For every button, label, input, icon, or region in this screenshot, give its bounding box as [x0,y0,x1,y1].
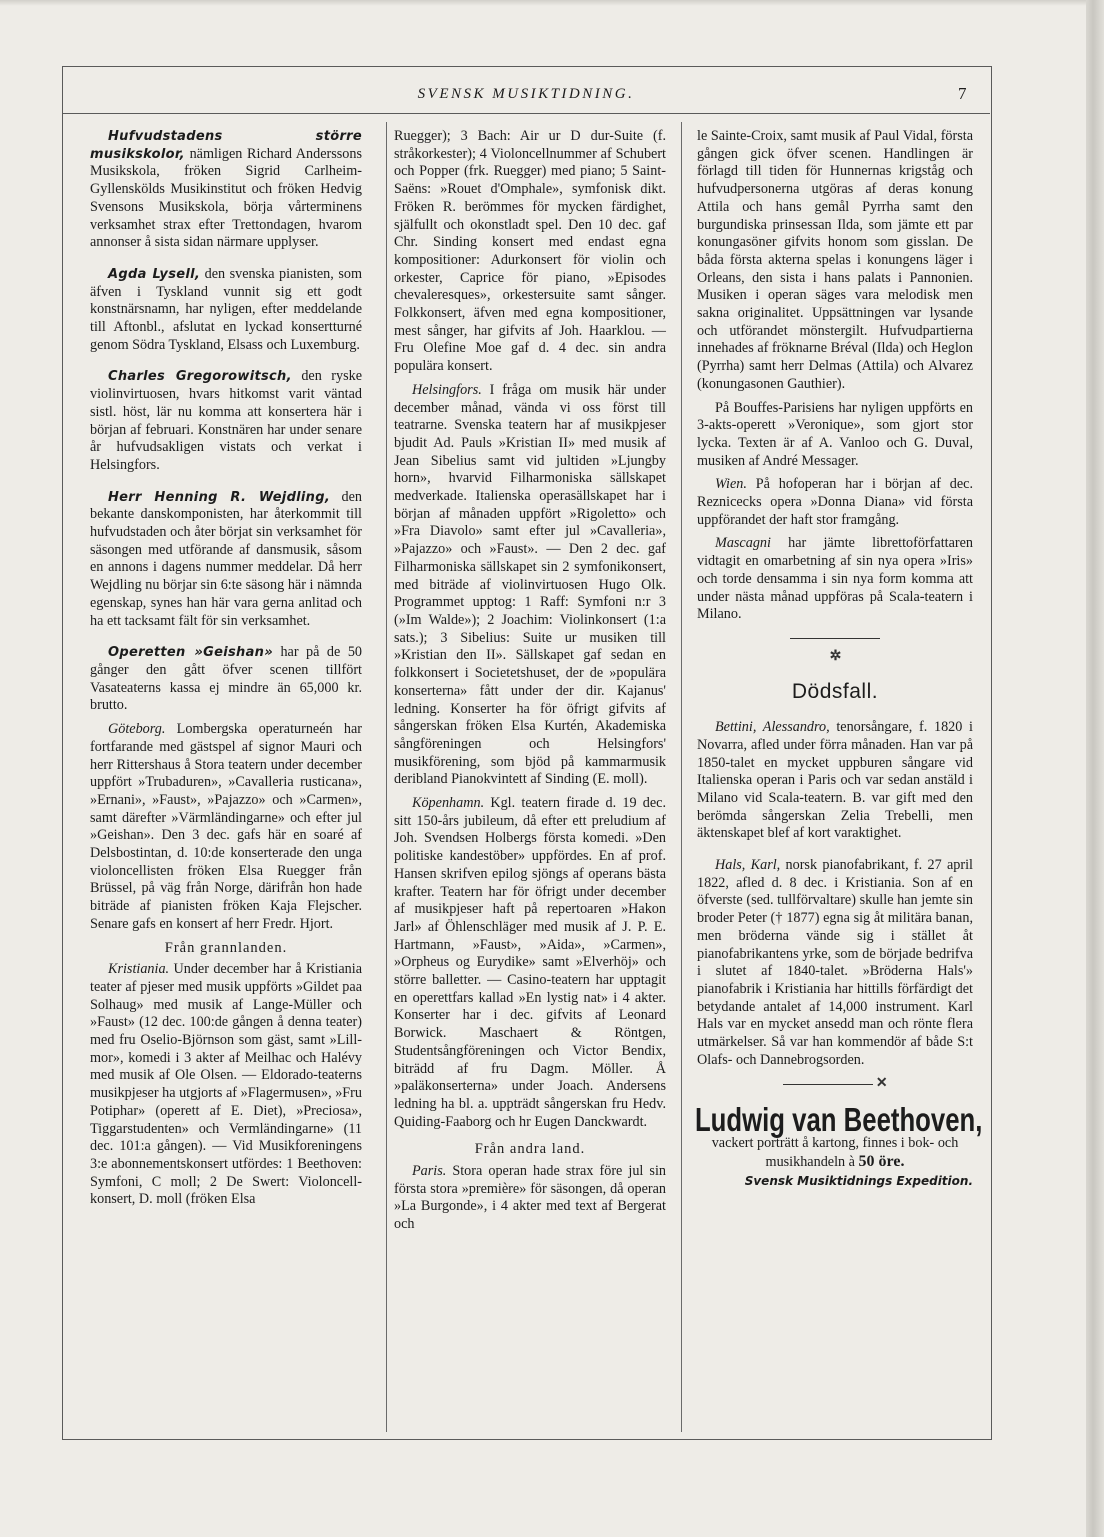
heading-dodsfall: Dödsfall. [791,680,879,704]
text-agda-lysell: den svenska pianisten, som äfven i Tyskland vunnit sig ett godt konstnärsnamn, har nyligen, efter meddelande till Aftonbl., afslutat en lyckad konsertturné genom Södra Tyskland, Elsass och Luxemburg. [90,265,362,353]
ornament-divider-1 [697,630,973,665]
column-3 [694,128,983,1191]
article-paris-cont [697,128,973,394]
running-title: SVENSK MUSIKTIDNING. [417,86,635,102]
text-paris-cont: le Sainte-Croix, samt musik af Paul Vidal, första gången gick öfver scenen. Handlingen är förlagd till tiden för Hunnernas krigståg och hufvudpersonerna utgöras af deras konung Attila och hans gemål Pyrrha samt den burgundiska prinsessan Ilda, som jämte ett par konungasöner gifvits honom som gisslan. De båda första akterna spelas i konungens läger i Orleans, den sista i hans palats i Pannonien. Musiken i operan säges vara melodisk men sakna originalitet. Uppsättningen var lysande och utförandet mönstergilt. Hufvudpartierna innehades af fröknarne Bréval (Ilda) och Heglon (Pyrrha) samt herr Delmas (Attila) och Alvarez (konungasonen Gauthier). [697,128,973,392]
text-bouffes-parisiens: På Bouffes-Parisiens har nyligen uppförts en 3-akts-operett »Veronique», som gjort stor lycka. Texten är af A. Vanloo och G. Duval, musiken af André Messager. [697,399,973,469]
ad-price: 50 öre. [858,1152,905,1170]
article-music-schools [90,128,362,252]
text-wejdling: den bekante danskomponisten, har återkommit till hufvudstaden och åter börjat sin verksamhet för säsongen med utförande af dansmusik, såsom en annons i dagens nummer meddelar. Då herr Wejdling nu börjar sin 6:te säsong här i nämnda egenskap, synes han här vara gerna anlitad och ha ett tacksamt fält för sin verksamhet. [90,488,362,629]
lead-music-schools: Hufvudstadens större musikskolor, [90,129,362,162]
article-kristiania-cont [394,128,666,376]
name-bettini: Bettini, Alessandro, [715,719,830,736]
place-kristiania: Kristiania. [108,961,170,978]
page-top-edge [0,0,1104,6]
text-music-schools: nämligen Richard Anderssons Musikskola, fröken Sigrid Carlheim-Gyllenskölds Musikinstitut och fröken Hedvig Svensons Musikskola, börja vårterminens verksamhet strax efter Trettondagen, hvarom annonser å sista sidan närmare upplyser. [90,145,362,251]
name-hals: Hals, Karl, [715,857,781,874]
text-helsingfors: I fråga om musik här under december månad, vända vi oss först till teatrarne. Svenska teatern har af musikpjeser bjudit Ad. Pauls »Kristian II» med musik af Jean Sibelius samt vid jultiden »Ljungby horn», hvarvid Filharmoniska sällskapet medverkade. Italienska operasällskapet har i början af månaden uppfört »Rigoletto» och »Fra Diavolo» samt efter jul »Cavalleria», »Pajazzo» och »Faust». — Den 2 dec. gaf Filharmoniska sällskapet sin 2 symfonikonsert, med biträde af violinvirtuosen Hugo Olk. Programmet upptog: 1 Raff: Symfoni n:r 3 (»Im Walde»); 2 Joachim: Violinkonsert (1:a sats.); 3 Sibelius: Suite ur musiken till »Kristian den II». Sällskapet gaf sedan en folkkonsert i Societetshuset, der de »populära konserterna» fått under der dir. Kajanus' ledning. Konserter ha för öfrigt gifvits af sångerskan fröken Elsa Kurtén, Akademiska sångföreningen och Helsingfors' musikförening, som bjöd på kammarmusik deribland Pianokvintett af Sinding (E. moll). [394,381,666,788]
page-number: 7 [958,84,967,103]
place-kopenhamn: Köpenhamn. [412,795,485,812]
article-wejdling [90,489,362,631]
place-goteborg: Göteborg. [108,721,166,738]
article-helsingfors [394,382,666,789]
article-bouffes-parisiens [697,400,973,471]
text-gregorowitsch: den ryske violinvirtuosen, hvars hitkomst varit väntad sistl. höst, lär nu komma att konsertera här i början af februari. Konstnären har under senare år hufvudsakligen vistats och verkat i Helsingfors. [90,368,362,473]
place-paris: Paris. [412,1163,447,1180]
ornament-divider-2 [697,1075,973,1093]
lead-wejdling: Herr Henning R. Wejdling, [108,489,331,505]
column-rule-1 [386,122,387,1432]
ornament-cross-icon: ✕ [875,1076,887,1092]
obituary-bettini [697,719,973,843]
page-right-edge [1086,0,1104,1537]
ad-title-beethoven: Ludwig van Beethoven, [694,1101,983,1139]
ad-body [697,1135,973,1171]
lead-geishan: »Geishan» [185,645,273,661]
text-hals: norsk pianofabrikant, f. 27 april 1822, afled d. 8 dec. i Kristiania. Son af en öfverste (sed. tullförvaltare) skulle han jemte sin broder Peter († 1877) egna sig åt militära banan, men bröderna vände sig i stället åt pianofabrikantens yrke, som de började bedrifva i slutet af 1840-talet. »Bröderna Hals'» pianofabrik i Kristiania har hittills förfärdigt det betydande antalet af 14,000 instrument. Karl Hals var en mycket ansedd man och rönte flera utmärkelser. Så var han kommendör af både S:t Olafs- och Dannebrogsorden. [697,857,973,1068]
ad-signature: Svensk Musiktidnings Expedition. [744,1174,973,1189]
subheading-fran-grannlanden: Från grannlanden. [164,939,288,956]
lead-operetten: Operetten [108,645,186,661]
text-paris: Stora operan hade strax före jul sin första stora »première» för säsongen, då operan »La Burgonde», i 4 akter med text af Bergerat och [394,1163,666,1233]
subheading-fran-andra-land: Från andra land. [474,1141,586,1158]
column-2 [394,128,666,1240]
ornament-star-icon: ✲ [829,648,841,664]
text-kristiania-cont: Ruegger); 3 Bach: Air ur D dur-Suite (f. stråkorkester); 4 Violoncellnummer af Schubert och Popper (frk. Ruegger) med piano; 5 Saint-Saëns: »Rouet d'Omphale», symfonisk dikt. Fröken R. berömmes för mycken färdighet, själfullt och okonstladt spel. Den 10 dec. gaf Chr. Sinding konsert med endast egna kompositioner: Adurkonsert för violin och orkester, Caprice för piano, »Episodes chevaleresques», orkestersuite samt sånger. Folkkonsert, äfven med egna kompositioner, mest sånger, har gifvits af Joh. Haarklou. — Fru Olefine Moe gaf d. 4 dec. sin andra populära konsert. [394,128,666,375]
place-mascagni: Mascagni [715,535,771,552]
column-rule-2 [681,122,682,1432]
text-bettini: tenorsångare, f. 1820 i Novarra, afled under förra månaden. Han var på 1850-talet en mycket uppburen sångare vid Italienska operan i Paris och var sedan anstäld i Milano vid Scala-teatern. B. var gift med den berömda sångerskan Zelia Trebelli, men äktenskapet blef af kort varaktighet. [697,719,973,842]
obituary-hals [697,857,973,1069]
ad-body-text: vackert porträtt å kartong, finnes i bok- och musikhandeln à [711,1134,959,1170]
text-wien: På hofoperan har i början af dec. Reznicecks opera »Donna Diana» vid första uppförandet der haft stor framgång. [697,476,973,528]
article-kristiania [90,961,362,1209]
text-goteborg: Lombergska operaturneén har fortfarande med gästspel af signor Mauri och herr Rittershaus å Stora teatern under december uppfört »Trubaduren», »Cavalleria rusticana», »Ernani», »Faust», »Pajazzo» och »Carmen», samt därefter »Värmländingarne» och efter jul »Geishan». Den 3 dec. gafs här en soaré af Delsbostintan, d. 10:de konserterade den unga violoncellisten fröken Elsa Ruegger från Brüssel, på väg från Norge, därifrån hon hade biträde af pianisten fröken Kaja Flejscher. Senare gafs en konsert af herr Fredr. Hjort. [90,721,362,932]
column-1 [90,128,362,1215]
text-geishan: har på de 50 gånger den gått öfver scenen tillfört Vasateaterns kassa ej mindre än 65,000 kr. brutto. [90,644,363,714]
text-kristiania: Under december har å Kristiania teater af pjeser med musik uppförts »Gildet paa Solhaug» med musik af Lange-Müller och »Faust» (12 dec. 100:de gången å denna teater) med fru Oselio-Björnson som gäst, samt »Lill-mor», komedi i 3 akter af Meilhac och Halévy med musik af Ole Olsen. — Eldorado-teaterns musikpjeser ha utgjorts af »Flagermusen», »Fru Potiphar» (operett af E. Diet), »Preciosa», Tiggarstudenten» och Vermländingarne» (11 dec. 101:a gången). — Vid Musikforeningens 3:e abonnementskonsert utfördes: 1 Beethoven: Symfoni, C moll; 2 De Swert: Violoncell-konsert, D. moll (fröken Elsa [90,961,362,1208]
article-goteborg [90,721,362,933]
article-mascagni [697,535,973,624]
lead-agda-lysell: Agda Lysell, [108,266,201,282]
place-helsingfors: Helsingfors. [412,381,482,398]
article-wien [697,476,973,529]
lead-gregorowitsch: Charles Gregorowitsch, [108,369,292,385]
article-gregorowitsch [90,368,362,474]
article-paris [394,1163,666,1234]
text-kopenhamn: Kgl. teatern firade d. 19 dec. sitt 150-års jubileum, då efter ett preludium af Joh. Svendsen Holbergs första komedi. »Den politiske kandestöber» uppfördes. En af prof. Hansen skrifven epilog sjöngs af operans bästa krafter. Teatern har för öfrigt under december af musikpjeser haft på repertoaren »Hakon Jarl» af Öhlenschläger med musik af J. P. E. Hartmann, »Faust», »Aida», »Carmen», »Orpheus og Eurydike» samt »Elverhöj» och större balletter. — Casino-teatern har upptagit en operettfars kallad »En lystig nat» i 4 akter. Konserter har i dec. gifvits af Leonard Borwick. Maschaert & Röntgen, Studentsångföreningen och Victor Bendix, biträdd af fru Dagm. Möller. Å »paläkonserterna» under Joach. Andersens ledning ha bl. a. uppträdt sångerskan fru Hedv. Quiding-Faaborg och hr Eugen Danckwardt. [394,795,666,1130]
article-agda-lysell [90,266,362,355]
place-wien: Wien. [715,476,747,493]
article-geishan [90,644,362,715]
article-kopenhamn [394,795,666,1131]
header-rule [62,113,990,114]
text-mascagni: har jämte librettoförfattaren vidtagit en omarbetning af sin nya opera »Iris» och torde densamma i sin nya form komma att under nästa månad uppföras på Scala-teatern i Milano. [697,535,973,623]
